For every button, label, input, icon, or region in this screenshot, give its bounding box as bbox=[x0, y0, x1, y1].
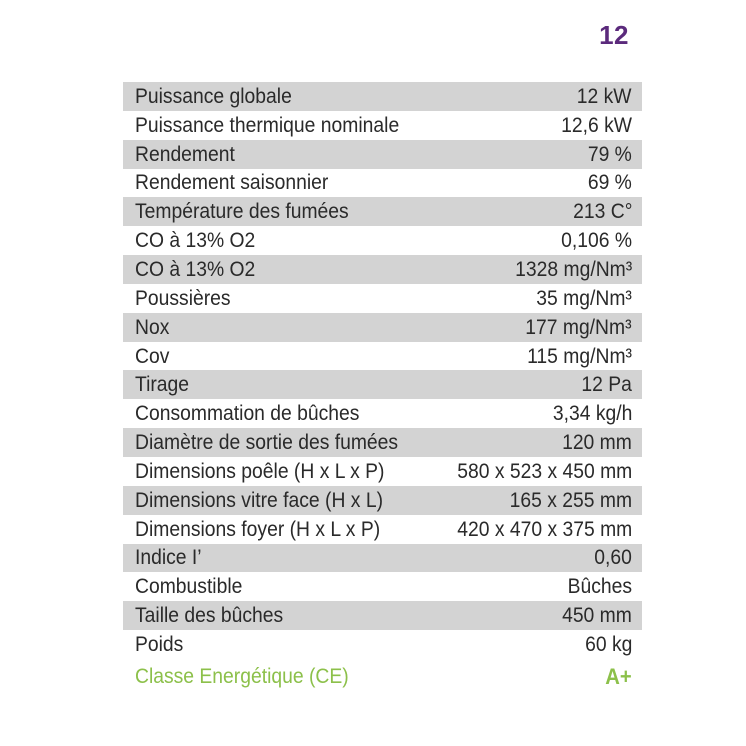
spec-label: Dimensions vitre face (H x L) bbox=[135, 488, 384, 512]
spec-value: 177 mg/Nm³ bbox=[525, 315, 632, 339]
spec-row-poussieres bbox=[123, 284, 642, 313]
spec-value: 580 x 523 x 450 mm bbox=[456, 459, 632, 483]
spec-value: 12 Pa bbox=[581, 373, 632, 397]
spec-row-puissance-thermique bbox=[123, 111, 642, 140]
spec-row-energy-class bbox=[123, 659, 642, 693]
spec-row-poids bbox=[123, 630, 642, 659]
spec-label: Tirage bbox=[135, 373, 190, 397]
spec-value: 213 C° bbox=[572, 200, 632, 224]
spec-label: Température des fumées bbox=[135, 200, 349, 224]
spec-value: 3,34 kg/h bbox=[552, 402, 632, 426]
spec-value: 60 kg bbox=[584, 632, 632, 656]
spec-label: Dimensions poêle (H x L x P) bbox=[135, 459, 385, 483]
spec-row-tirage bbox=[123, 370, 642, 399]
spec-value: 69 % bbox=[587, 171, 632, 195]
spec-value: 12 kW bbox=[577, 84, 632, 108]
spec-value: Bûches bbox=[567, 575, 632, 599]
spec-row-co-percent bbox=[123, 226, 642, 255]
spec-value: 0,106 % bbox=[561, 229, 632, 253]
spec-value: 0,60 bbox=[594, 546, 632, 570]
spec-label: CO à 13% O2 bbox=[135, 229, 256, 253]
spec-label: Combustible bbox=[135, 575, 243, 599]
spec-label: Consommation de bûches bbox=[135, 402, 360, 426]
spec-value: 420 x 470 x 375 mm bbox=[456, 517, 632, 541]
spec-value: 120 mm bbox=[562, 431, 632, 455]
spec-label: Nox bbox=[135, 315, 170, 339]
spec-label: Puissance globale bbox=[135, 84, 292, 108]
spec-table bbox=[123, 82, 642, 693]
spec-value: 12,6 kW bbox=[561, 113, 632, 137]
spec-label: Poussières bbox=[135, 286, 231, 310]
spec-row-puissance-globale bbox=[123, 82, 642, 111]
spec-row-co-mg bbox=[123, 255, 642, 284]
spec-row-dimensions-vitre bbox=[123, 486, 642, 515]
spec-row-combustible bbox=[123, 572, 642, 601]
model-number: 12 bbox=[599, 20, 629, 50]
spec-value: 35 mg/Nm³ bbox=[536, 286, 632, 310]
spec-value: 1328 mg/Nm³ bbox=[514, 257, 632, 281]
spec-row-dimensions-poele bbox=[123, 457, 642, 486]
spec-row-rendement bbox=[123, 140, 642, 169]
spec-value: 450 mm bbox=[562, 604, 632, 628]
spec-label: Cov bbox=[135, 344, 170, 368]
spec-row-temperature-fumees bbox=[123, 197, 642, 226]
spec-label: Rendement saisonnier bbox=[135, 171, 329, 195]
spec-label: Dimensions foyer (H x L x P) bbox=[135, 517, 381, 541]
spec-label: CO à 13% O2 bbox=[135, 257, 256, 281]
spec-row-taille-buches bbox=[123, 601, 642, 630]
energy-class-value: A+ bbox=[605, 663, 632, 689]
spec-label: Indice I’ bbox=[135, 546, 202, 570]
spec-label: Puissance thermique nominale bbox=[135, 113, 400, 137]
spec-label: Poids bbox=[135, 632, 184, 656]
energy-class-label: Classe Energétique (CE) bbox=[135, 665, 349, 689]
spec-row-nox bbox=[123, 313, 642, 342]
spec-row-dimensions-foyer bbox=[123, 515, 642, 544]
spec-row-cov bbox=[123, 342, 642, 371]
spec-row-diametre-sortie bbox=[123, 428, 642, 457]
spec-row-indice bbox=[123, 544, 642, 573]
spec-row-rendement-saisonnier bbox=[123, 169, 642, 198]
spec-value: 79 % bbox=[587, 142, 632, 166]
spec-value: 165 x 255 mm bbox=[509, 488, 632, 512]
spec-label: Taille des bûches bbox=[135, 604, 284, 628]
spec-label: Diamètre de sortie des fumées bbox=[135, 431, 399, 455]
spec-label: Rendement bbox=[135, 142, 235, 166]
spec-row-consommation bbox=[123, 399, 642, 428]
spec-value: 115 mg/Nm³ bbox=[527, 344, 632, 368]
